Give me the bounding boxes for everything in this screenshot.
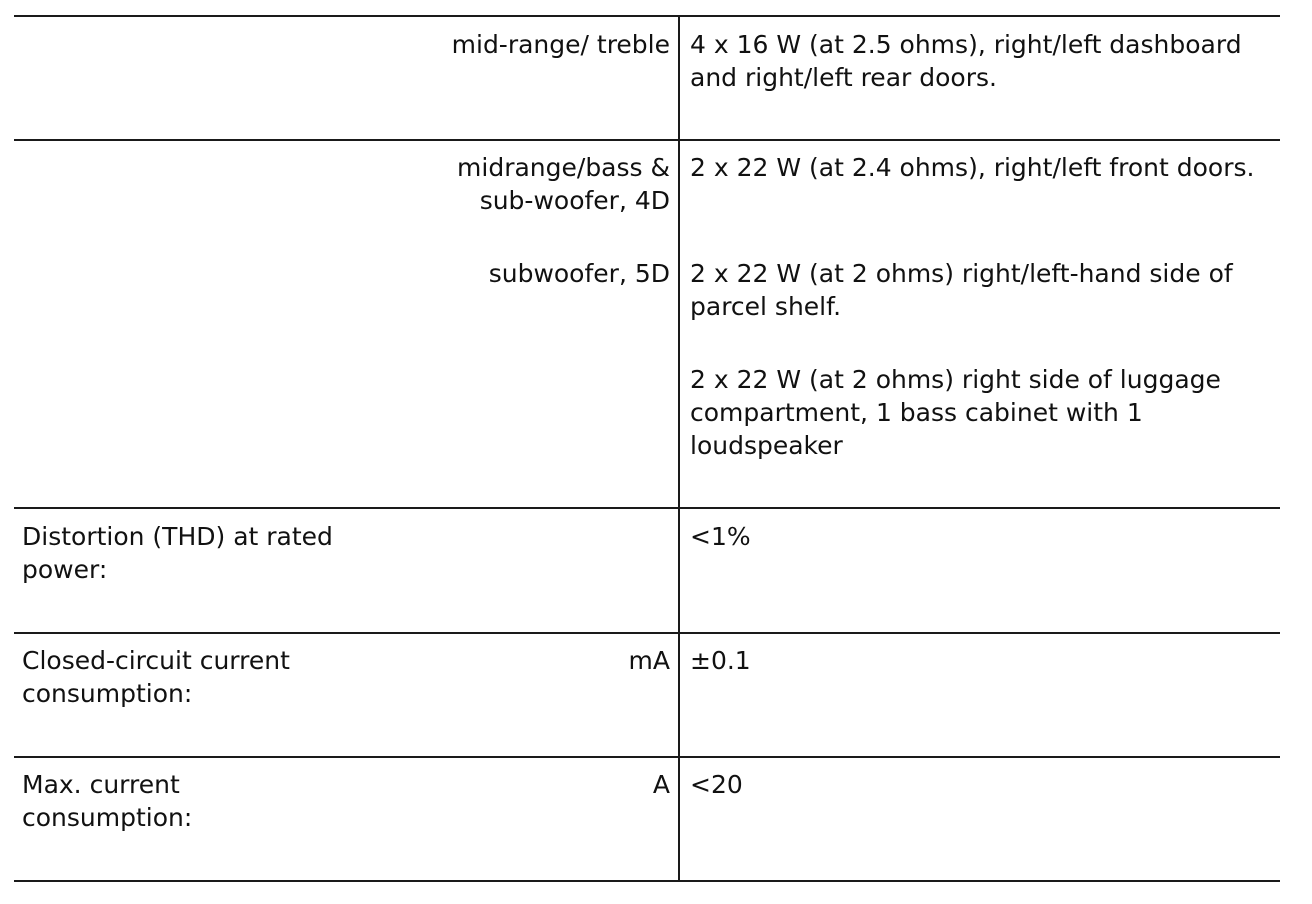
closed-circuit-unit: mA <box>628 646 670 675</box>
row-divider <box>14 507 1280 509</box>
row-divider <box>14 756 1280 758</box>
row2-sublabel-line1: midrange/bass & <box>457 153 670 182</box>
row2-value-front-doors: 2 x 22 W (at 2.4 ohms), right/left front doors. <box>690 153 1255 182</box>
row-divider <box>14 139 1280 141</box>
row2-value-luggage-compartment: 2 x 22 W (at 2 ohms) right side of luggage compartment, 1 bass cabinet with 1 loudspeaker <box>690 365 1221 460</box>
max-current-label-line1: Max. current <box>22 770 180 799</box>
max-current-unit: A <box>652 770 670 799</box>
row-divider <box>14 632 1280 634</box>
distortion-value: <1% <box>690 522 751 551</box>
row1-value: 4 x 16 W (at 2.5 ohms), right/left dashboard and right/left rear doors. <box>690 30 1242 92</box>
distortion-label-line2: power: <box>22 555 108 584</box>
closed-circuit-value: ±0.1 <box>690 646 751 675</box>
row1-sublabel: mid-range/ treble <box>451 30 670 59</box>
max-current-value: <20 <box>690 770 743 799</box>
row2-sublabel-line2: sub-woofer, 4D <box>479 186 670 215</box>
column-divider <box>678 16 680 882</box>
row2-sublabel-subwoofer-5d: subwoofer, 5D <box>488 259 670 288</box>
row2-value-parcel-shelf: 2 x 22 W (at 2 ohms) right/left-hand side of parcel shelf. <box>690 259 1233 321</box>
table-top-rule <box>14 15 1280 17</box>
max-current-label-line2: consumption: <box>22 803 193 832</box>
closed-circuit-label-line1: Closed-circuit current <box>22 646 290 675</box>
distortion-label-line1: Distortion (THD) at rated <box>22 522 333 551</box>
table-bottom-rule <box>14 880 1280 882</box>
closed-circuit-label-line2: consumption: <box>22 679 193 708</box>
